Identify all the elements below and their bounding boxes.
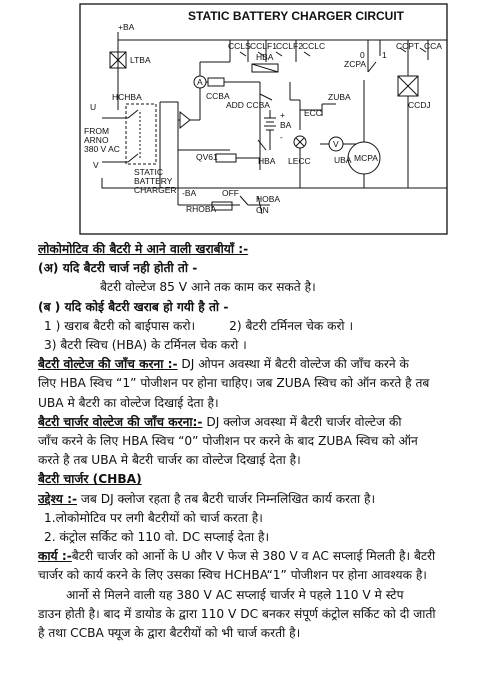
battery-charger-circuit-diagram [0, 0, 487, 235]
label-cclf1: CCLF1 [250, 41, 277, 51]
label-ccls: CCLS [228, 41, 251, 51]
label-hba-top: HBA [256, 52, 274, 62]
faults-heading: लोकोमोटिव की बैटरी मे आने वाली खराबीयाँ :- [38, 242, 249, 256]
label-ccdj: CCDJ [408, 100, 431, 110]
voltage-check-line-1 [38, 355, 483, 374]
label-from: FROM [84, 126, 110, 136]
section-b-items-row [38, 317, 483, 336]
charger-voltage-text-3: करते है तब UBA मे बैटरी चार्जर का वोल्टेज दिखाई देता है। [38, 453, 301, 468]
label-minus-ba: -BA [182, 188, 197, 198]
charger-voltage-text-2: जाँच करने के लिए HBA स्विच “0” पोजीशन पर करने के बाद ZUBA स्विच को ऑन [38, 434, 418, 449]
label-mcpa: MCPA [354, 153, 378, 163]
voltage-check-text-1: DJ ओपन अवस्था में बैटरी वोल्टेज की जाँच करने के [177, 357, 409, 372]
label-v: V [93, 160, 99, 170]
label-voltmeter: V [333, 139, 339, 149]
purpose-item-2: 2. कंट्रोल सर्किट को 110 वो. DC सप्लाई देता है। [44, 530, 270, 545]
label-ltba: LTBA [130, 55, 151, 65]
label-plus: + [280, 110, 285, 120]
purpose-heading: उद्देश्य :- [38, 491, 78, 506]
work-text-4: डाउन होती है। बाद में डायोड के द्वारा 110 V DC बनकर संपूर्ण कंट्रोल सर्किट को दी जाती [38, 606, 436, 621]
label-380vac: 380 V AC [84, 144, 120, 154]
label-charger: CHARGER [134, 185, 177, 195]
work-heading: कार्य :- [38, 549, 72, 564]
label-battery: BATTERY [134, 176, 173, 186]
voltage-check-text-2: लिए HBA स्विच “1” पोजीशन पर होना चाहिए। जब ZUBA स्विच को ऑन करते है तब [38, 376, 430, 391]
charger-voltage-text-1: DJ क्लोज अवस्था में बैटरी चार्जर वोल्टेज की [202, 414, 402, 429]
label-rhoba: RHOBA [186, 204, 217, 214]
work-text-3: आर्नो से मिलने वाली यह 380 V AC सप्लाई चार्जर मे पहले 110 V मे स्टेप [66, 587, 404, 602]
voltage-check-text-3: UBA मे बैटरी का वोल्टेज दिखाई देता है। [38, 395, 219, 410]
label-zcpa: ZCPA [344, 59, 367, 69]
label-hchba: HCHBA [112, 92, 142, 102]
label-cclf2: CCLF2 [276, 41, 303, 51]
label-on: ON [256, 205, 269, 215]
label-ammeter: A [197, 77, 203, 87]
chba-heading: बैटरी चार्जर (CHBA) [38, 472, 142, 487]
section-a-body: बैटरी वोल्टेज 85 V आने तक काम कर सकते है। [100, 280, 316, 295]
label-ccba: CCBA [206, 91, 230, 101]
label-hba-bottom: HBA [258, 156, 276, 166]
section-a-label: (अ) यदि बैटरी चार्ज नही होती तो - [38, 261, 198, 276]
label-qv61: QV61 [196, 152, 218, 162]
label-off: OFF [222, 188, 239, 198]
purpose-line [38, 490, 483, 509]
section-b-item-1: 1 ) खराब बैटरी को बाईपास करो। [44, 318, 196, 333]
work-line-1 [38, 547, 483, 566]
label-cca: CCA [424, 41, 442, 51]
section-b-label: (ब ) यदि कोई बैटरी खराब हो गयी है तो - [38, 299, 229, 314]
label-zuba: ZUBA [328, 92, 351, 102]
label-one: 1 [382, 50, 387, 60]
label-plus-ba: +BA [118, 22, 135, 32]
section-b-item-2: 2) बैटरी टर्मिनल चेक करो । [229, 318, 354, 333]
work-text-1: बैटरी चार्जर को आर्नो के U और V फेज से 380 V व AC सप्लाई मिलती है। बैटरी [71, 549, 436, 564]
label-lecc: LECC [288, 156, 311, 166]
label-ccpt: CCPT [396, 41, 420, 51]
work-text-2: चार्जर को कार्य करने के लिए उसका स्विच HCHBA“1” पोजीशन पर होना आवश्यक है। [38, 568, 427, 583]
label-ecc: ECC [304, 108, 322, 118]
label-minus: - [280, 132, 283, 142]
purpose-text: जब DJ क्लोज रहता है तब बैटरी चार्जर निम्नलिखित कार्य करता है। [77, 491, 376, 506]
label-u: U [90, 102, 97, 112]
label-cclc: CCLC [302, 41, 326, 51]
work-text-5: है तथा CCBA फ्यूज के द्वारा बैटरीयों को भी चार्ज करती है। [38, 626, 301, 641]
label-static: STATIC [134, 167, 163, 177]
label-arno: ARNO [84, 135, 109, 145]
section-b-item-3: 3) बैटरी स्विच (HBA) के टर्मिनल चेक करो । [44, 338, 247, 353]
document-body [38, 240, 483, 643]
label-uba: UBA [334, 155, 352, 165]
diagram-title: STATIC BATTERY CHARGER CIRCUIT [188, 9, 404, 23]
charger-voltage-heading: बैटरी चार्जर वोल्टेज की जाँच करना:- [38, 414, 203, 429]
charger-voltage-line-1 [38, 413, 483, 432]
purpose-item-1: 1.लोकोमोटिव पर लगी बैटरीयों को चार्ज करता है। [44, 510, 263, 525]
label-ba: BA [280, 120, 292, 130]
voltage-check-heading: बैटरी वोल्टेज की जाँच करना :- [38, 357, 178, 372]
label-hoba: HOBA [256, 194, 281, 204]
label-add-ccba: ADD CCBA [226, 100, 270, 110]
label-zero: 0 [360, 50, 365, 60]
